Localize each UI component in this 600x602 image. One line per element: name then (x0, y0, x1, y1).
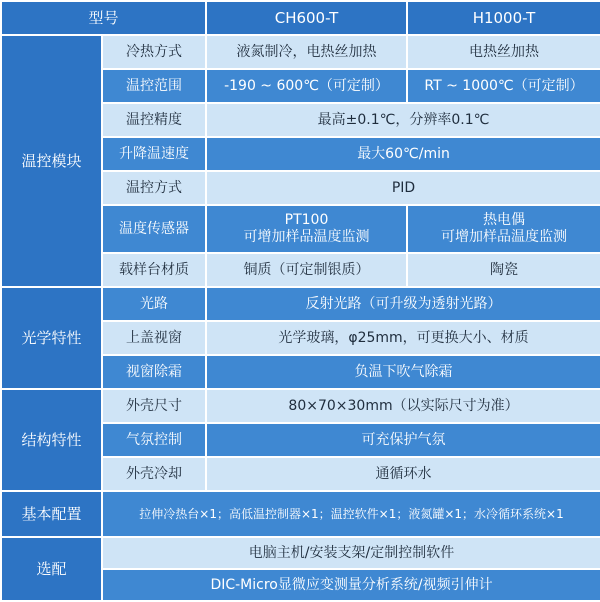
basic-config-value: 拉伸冷热台×1；高低温控制器×1；温控软件×1；液氮罐×1；水冷循环系统×1 (102, 491, 600, 537)
header-row (1, 1, 600, 35)
sensor-note: 可增加样品温度监测 (243, 229, 370, 245)
row-label: 温控范围 (102, 69, 206, 103)
group-temp-control: 温控模块 (1, 35, 102, 287)
table-row (1, 389, 600, 423)
table-row (1, 491, 600, 537)
group-optical: 光学特性 (1, 287, 102, 389)
row-label: 温度传感器 (102, 205, 206, 253)
row-label: 温控精度 (102, 103, 206, 137)
header-model: 型号 (1, 1, 206, 35)
cell-value: 最大60℃/min (206, 137, 600, 171)
table-row (1, 35, 600, 69)
row-label: 载样台材质 (102, 253, 206, 287)
row-label: 冷热方式 (102, 35, 206, 69)
group-optional: 选配 (1, 537, 102, 601)
optional-value: 电脑主机/安装支架/定制控制软件 (102, 537, 600, 569)
cell-value: 负温下吹气除霜 (206, 355, 600, 389)
cell-value: 最高±0.1℃，分辨率0.1℃ (206, 103, 600, 137)
row-label: 上盖视窗 (102, 321, 206, 355)
cell-value: 液氮制冷，电热丝加热 (206, 35, 407, 69)
group-structure: 结构特性 (1, 389, 102, 491)
cell-value (407, 205, 600, 253)
cell-value: 光学玻璃，φ25mm，可更换大小、材质 (206, 321, 600, 355)
cell-value: 80×70×30mm（以实际尺寸为准） (206, 389, 600, 423)
sensor-type: PT100 (284, 212, 329, 228)
cell-value: 通循环水 (206, 457, 600, 491)
cell-value: 陶瓷 (407, 253, 600, 287)
row-label: 外壳尺寸 (102, 389, 206, 423)
group-basic-config: 基本配置 (1, 491, 102, 537)
row-label: 温控方式 (102, 171, 206, 205)
header-ch600t: CH600-T (206, 1, 407, 35)
cell-value: 可充保护气氛 (206, 423, 600, 457)
cell-value: -190 ~ 600℃（可定制） (206, 69, 407, 103)
optional-value: DIC-Micro显微应变测量分析系统/视频引伸计 (102, 569, 600, 601)
row-label: 升降温速度 (102, 137, 206, 171)
row-label: 外壳冷却 (102, 457, 206, 491)
table-row (1, 537, 600, 569)
cell-value: PID (206, 171, 600, 205)
cell-value: RT ~ 1000℃（可定制） (407, 69, 600, 103)
row-label: 视窗除霜 (102, 355, 206, 389)
table-row (1, 287, 600, 321)
cell-value (206, 205, 407, 253)
row-label: 光路 (102, 287, 206, 321)
header-h1000t: H1000-T (407, 1, 600, 35)
cell-value: 铜质（可定制银质） (206, 253, 407, 287)
cell-value: 反射光路（可升级为透射光路） (206, 287, 600, 321)
sensor-type: 热电偶 (483, 212, 526, 228)
row-label: 气氛控制 (102, 423, 206, 457)
cell-value: 电热丝加热 (407, 35, 600, 69)
sensor-note: 可增加样品温度监测 (441, 229, 568, 245)
